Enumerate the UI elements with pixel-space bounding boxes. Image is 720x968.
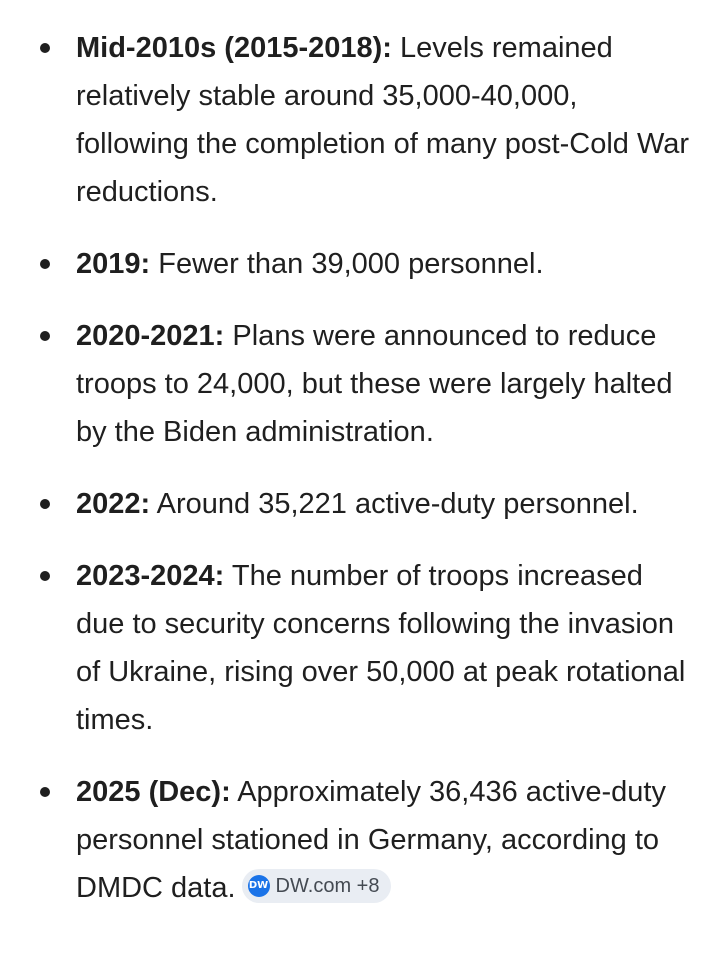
item-text: The number of troops increased due to security concerns following the invasion of Ukraine, rising over 50,000 at peak rotational times. (76, 560, 686, 736)
item-lead: 2022: (76, 488, 151, 520)
item-text: Plans were announced to reduce troops to 24,000, but these were largely halted by the Biden administration. (76, 320, 673, 448)
item-lead: 2019: (76, 248, 151, 280)
item-lead: 2025 (Dec): (76, 776, 231, 808)
item-text: Approximately 36,436 active-duty personnel stationed in Germany, according to DMDC data. (76, 776, 666, 904)
item-lead: 2023-2024: (76, 560, 225, 592)
bullet-icon (40, 259, 50, 269)
dw-logo-icon: DW (248, 875, 270, 897)
item-lead: 2020-2021: (76, 320, 225, 352)
bullet-icon (40, 331, 50, 341)
bullet-icon (40, 43, 50, 53)
list-item (0, 312, 720, 456)
list-item (0, 480, 720, 528)
item-text: Around 35,221 active-duty personnel. (150, 488, 639, 520)
list-item (0, 768, 720, 912)
source-chip-label: DW.com +8 (275, 875, 380, 898)
source-chip-button[interactable] (242, 869, 392, 903)
list-item (0, 240, 720, 288)
bullet-icon (40, 787, 50, 797)
timeline-list (0, 24, 720, 936)
item-lead: Mid-2010s (2015-2018): (76, 32, 392, 64)
bullet-icon (40, 571, 50, 581)
bullet-icon (40, 499, 50, 509)
list-item (0, 552, 720, 744)
item-text: Fewer than 39,000 personnel. (150, 248, 544, 280)
list-item (0, 24, 720, 216)
item-text: Levels remained relatively stable around 35,000-40,000, following the completion of many post-Cold War reductions. (76, 32, 690, 208)
